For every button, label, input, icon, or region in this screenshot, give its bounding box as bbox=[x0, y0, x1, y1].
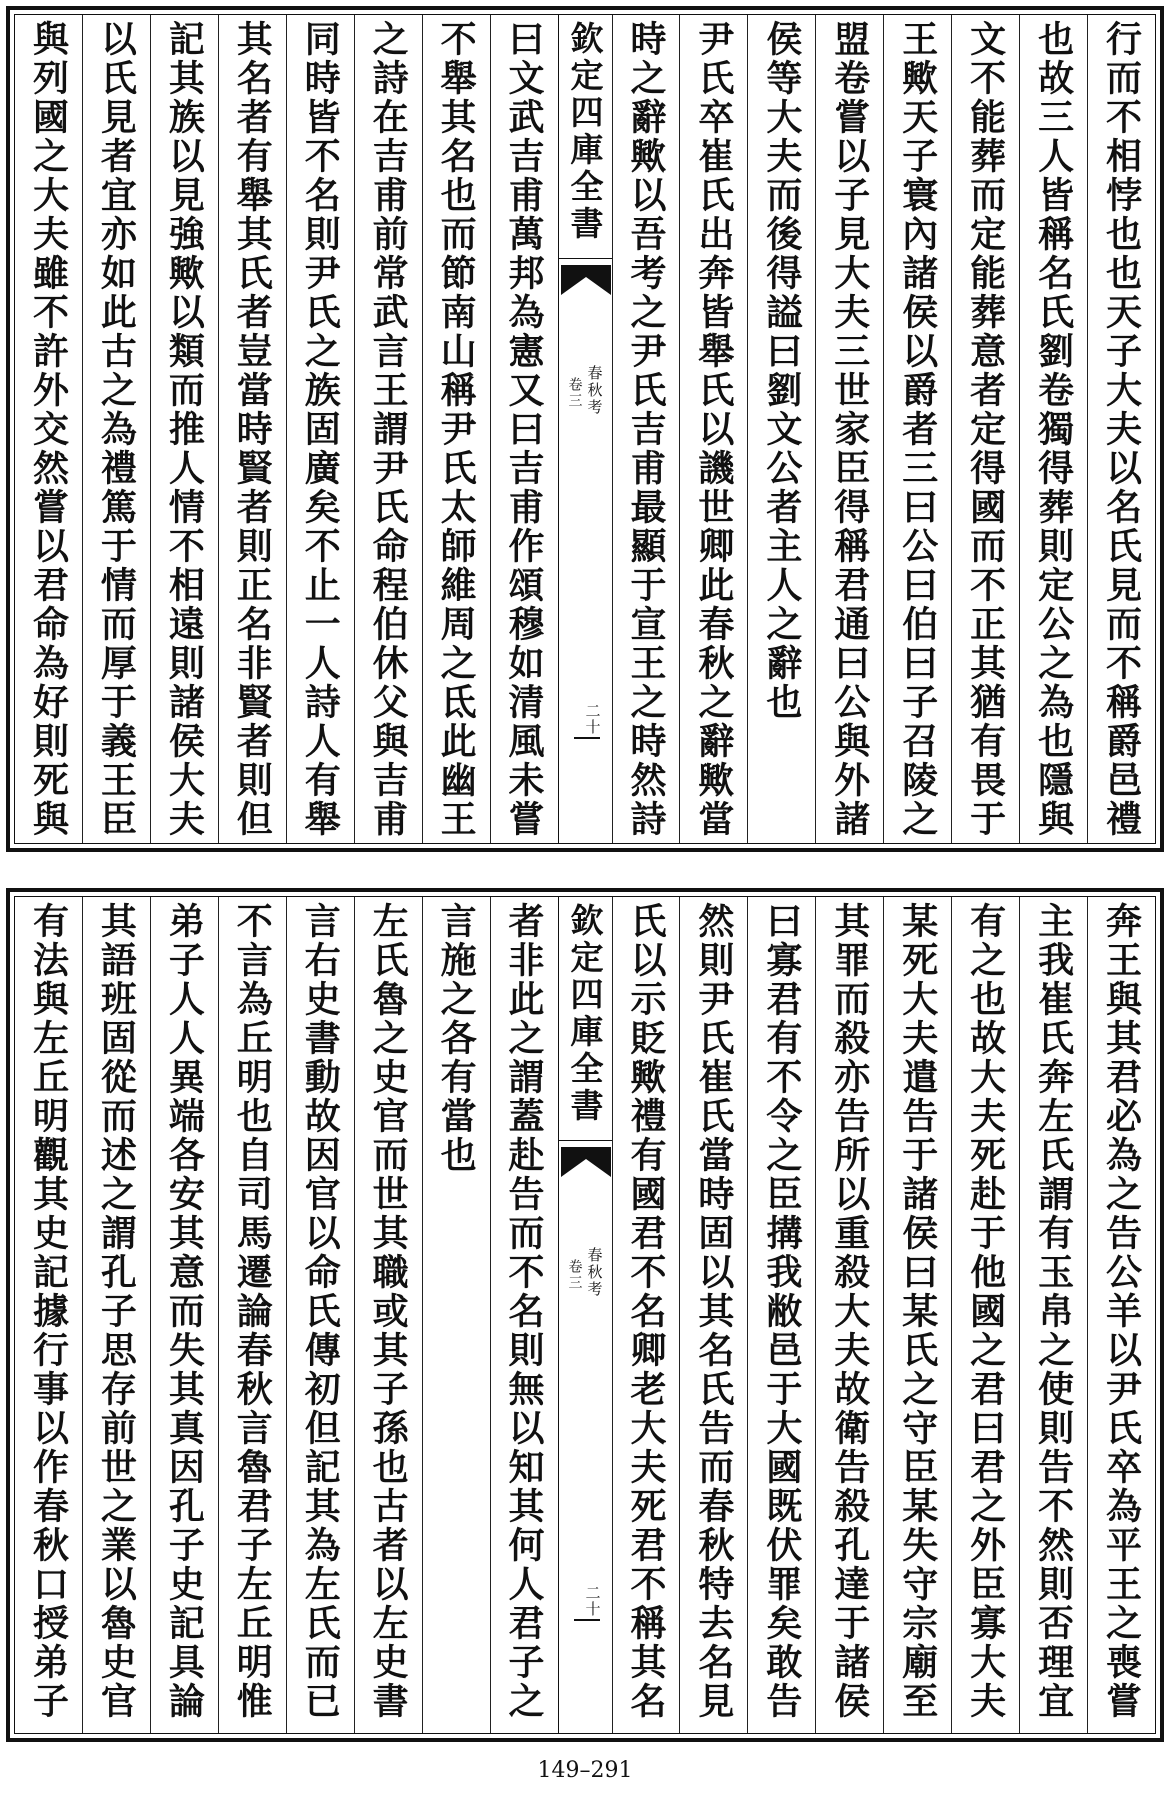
column-text: 者非此之謂蓋赴告而不名則無以知其何人君子之 bbox=[503, 902, 546, 1721]
fish-tail-ornament-icon bbox=[561, 265, 611, 295]
text-column bbox=[612, 15, 680, 843]
column-text: 以氏見者宜亦如此古之為禮篤于情而厚于義王臣 bbox=[95, 20, 138, 839]
text-column bbox=[679, 897, 747, 1733]
text-column bbox=[422, 897, 490, 1733]
column-text: 行而不相悖也也天子大夫以名氏見而不稱爵邑禮 bbox=[1100, 20, 1143, 839]
column-text: 盟卷嘗以子見大夫三世家臣得稱君通曰公與外諸 bbox=[828, 20, 871, 839]
margin-title: 欽定四庫全書 bbox=[565, 903, 605, 1125]
column-text: 其名者有舉其氏者豈當時賢者則正名非賢者則但 bbox=[231, 20, 274, 839]
text-column bbox=[815, 15, 883, 843]
text-column bbox=[490, 15, 558, 843]
column-text: 之詩在吉甫前常武言王謂尹氏命程伯休父與吉甫 bbox=[367, 20, 410, 839]
margin-volume: 卷三 bbox=[566, 1259, 583, 1291]
text-column bbox=[1019, 897, 1087, 1733]
column-text: 其語班固從而述之謂孔子思存前世之業以魯史官 bbox=[95, 902, 138, 1721]
column-text: 言施之各有當也 bbox=[435, 902, 478, 1175]
text-column bbox=[951, 897, 1019, 1733]
text-column bbox=[422, 15, 490, 843]
text-column bbox=[883, 897, 951, 1733]
margin-title-box bbox=[559, 15, 612, 259]
column-text: 時之辭歟以吾考之尹氏吉甫最顯于宣王之時然詩 bbox=[624, 20, 667, 839]
text-column bbox=[354, 897, 422, 1733]
column-text: 言右史書動故因官以命氏傳初但記其為左氏而已 bbox=[299, 902, 342, 1721]
margin-title: 欽定四庫全書 bbox=[565, 21, 605, 243]
page-number: 149–291 bbox=[537, 1758, 633, 1783]
column-text: 尹氏卒崔氏出奔皆舉氏以譏世卿此春秋之辭歟當 bbox=[692, 20, 735, 839]
column-text: 其罪而殺亦告所以重殺大夫故衛告殺孔達于諸侯 bbox=[828, 902, 871, 1721]
column-text: 左氏魯之史官而世其職或其子孫也古者以左史書 bbox=[367, 902, 410, 1721]
column-text: 氏以示貶歟禮有國君不名卿老大夫死君不稱其名 bbox=[624, 902, 667, 1721]
column-text: 文不能葬而定能葬意者定得國而不正其猶有畏于 bbox=[964, 20, 1007, 839]
margin-book-title: 春秋考 bbox=[585, 365, 604, 416]
column-text: 記其族以見強歟以類而推人情不相遠則諸侯大夫 bbox=[163, 20, 206, 839]
text-column bbox=[286, 15, 354, 843]
column-text: 有之也故大夫死赴于他國之君曰君之外臣寡大夫 bbox=[964, 902, 1007, 1721]
column-text: 曰寡君有不令之臣搆我敝邑于大國既伏罪矣敢告 bbox=[760, 902, 803, 1721]
column-text: 不言為丘明也自司馬遷論春秋言魯君子左丘明惟 bbox=[231, 902, 274, 1721]
center-margin bbox=[558, 897, 612, 1733]
top-text-frame bbox=[14, 14, 1156, 844]
column-text: 主我崔氏奔左氏謂有玉帛之使則告不然則否理宜 bbox=[1032, 902, 1075, 1721]
column-text: 與列國之大夫雖不許外交然嘗以君命為好則死與 bbox=[27, 20, 70, 839]
column-text: 侯等大夫而後得謚曰劉文公者主人之辭也 bbox=[760, 20, 803, 722]
margin-leaf-number: 二十 bbox=[583, 1585, 602, 1617]
column-text: 同時皆不名則尹氏之族固廣矣不止一人詩人有舉 bbox=[299, 20, 342, 839]
top-half-leaf bbox=[6, 6, 1164, 852]
column-text: 奔王與其君必為之告公羊以尹氏卒為平王之喪嘗 bbox=[1100, 902, 1143, 1721]
margin-volume: 卷三 bbox=[566, 377, 583, 409]
column-text: 有法與左丘明觀其史記據行事以作春秋口授弟子 bbox=[27, 902, 70, 1721]
text-column bbox=[612, 897, 680, 1733]
text-column bbox=[679, 15, 747, 843]
margin-book-title: 春秋考 bbox=[585, 1247, 604, 1298]
text-column bbox=[1019, 15, 1087, 843]
column-text: 王歟天子寰內諸侯以爵者三曰公曰伯曰子召陵之 bbox=[896, 20, 939, 839]
text-column bbox=[150, 15, 218, 843]
column-text: 曰文武吉甫萬邦為憲又曰吉甫作頌穆如清風未嘗 bbox=[503, 20, 546, 839]
text-column bbox=[82, 897, 150, 1733]
text-column bbox=[218, 15, 286, 843]
text-column bbox=[883, 15, 951, 843]
text-column bbox=[354, 15, 422, 843]
text-column bbox=[82, 15, 150, 843]
center-margin bbox=[558, 15, 612, 843]
fish-tail-ornament-icon bbox=[561, 1147, 611, 1177]
column-text: 也故三人皆稱名氏劉卷獨得葬則定公之為也隱與 bbox=[1032, 20, 1075, 839]
column-text: 某死大夫遣告于諸侯曰某氏之守臣某失守宗廟至 bbox=[896, 902, 939, 1721]
text-column bbox=[815, 897, 883, 1733]
text-column bbox=[15, 15, 82, 843]
text-column bbox=[747, 897, 815, 1733]
text-column bbox=[218, 897, 286, 1733]
column-text: 不舉其名也而節南山稱尹氏太師維周之氐此幽王 bbox=[435, 20, 478, 839]
text-column bbox=[490, 897, 558, 1733]
margin-leaf-number: 二十 bbox=[583, 703, 602, 735]
margin-title-box bbox=[559, 897, 612, 1141]
column-text: 弟子人人異端各安其意而失其真因孔子史記具論 bbox=[163, 902, 206, 1721]
text-column bbox=[15, 897, 82, 1733]
text-column bbox=[286, 897, 354, 1733]
text-column bbox=[747, 15, 815, 843]
text-column bbox=[150, 897, 218, 1733]
text-column bbox=[951, 15, 1019, 843]
text-column bbox=[1087, 15, 1155, 843]
bottom-text-frame bbox=[14, 896, 1156, 1734]
bottom-half-leaf bbox=[6, 888, 1164, 1742]
margin-tick-line bbox=[574, 1619, 600, 1621]
text-column bbox=[1087, 897, 1155, 1733]
column-text: 然則尹氏崔氏當時固以其名氏告而春秋特去名見 bbox=[692, 902, 735, 1721]
margin-tick-line bbox=[574, 737, 600, 739]
